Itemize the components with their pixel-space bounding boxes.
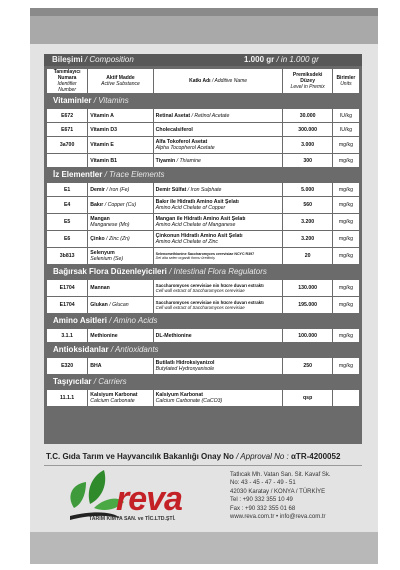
brand-name: reva <box>116 480 182 518</box>
table-row: E672 Vitamin A Retinal Asetat / Retinol Acetate 30.000 IU/kg <box>47 109 359 122</box>
table-row: 3a700 Vitamin E Alfa Tokoferol Asetat Alpha Tocopherol Acetate 3.000 mg/kg <box>47 137 359 153</box>
table-header-row <box>47 69 359 93</box>
table-row: E6 Çinko / Zinc (Zn) Çinkonun Hidratlı Amino Asit Şelatı Amino Acid Chelate of Zinc 3.200 mg/kg <box>47 231 359 247</box>
section-flora: Bağırsak Flora Düzenleyicileri / Intestinal Flora Regulators <box>47 265 359 279</box>
col-additive-header: Katkı Adı / Additive Name <box>154 69 283 93</box>
box-bottom-edge <box>30 532 378 564</box>
composition-header <box>44 54 362 66</box>
table-row: E671 Vitamin D3 Cholecalsiferol 300.000 IU/kg <box>47 123 359 136</box>
section-vitamins: Vitaminler / Vitamins <box>47 94 359 108</box>
section-antioxidants: Antioksidanlar / Antioxidants <box>47 343 359 357</box>
section-amino-acids: Amino Asitleri / Amino Acids <box>47 314 359 328</box>
col-id-header: Tanımlayıcı Numara Identifier Number <box>47 69 87 93</box>
table-row: 3b813 Selenyum Selenium (Se) Selenomethionine Saccharomyces cerevisiae NCYC R397 Del alta selen organik formu üretilmiş 20 mg/kg <box>47 248 359 264</box>
col-active-header: Aktif Madde Active Substance <box>88 69 152 93</box>
amount-en: / in 1.000 gr <box>276 55 319 64</box>
company-tagline: TARIM KİMYA SAN. ve TİC.LTD.ŞTİ. <box>89 516 176 522</box>
table-row: E5 Mangan Manganese (Mn) Mangan ile Hidratlı Amino Asit Şelatı Amino Acid Chelate of Manganese 3.200 mg/kg <box>47 214 359 230</box>
col-level-header: Premiksdeki Düzey Level in Premix <box>283 69 331 93</box>
table-row: E1 Demir / Iron (Fe) Demir Sülfat / Iron Sulphate 5.000 mg/kg <box>47 183 359 196</box>
table-row: E1704 Mannan Saccharomyces cerevisiae nin hücre duvarı extraktı Cell wall extract of Saccharomyces cerevisiae 130.000 mg/kg <box>47 280 359 296</box>
section-carriers: Taşıyıcılar / Carriers <box>47 375 359 389</box>
divider <box>44 465 362 466</box>
col-unit-header: Birimler Units <box>333 69 359 93</box>
table-row: E1704 Glukan / Glucan Saccharomyces cerevisiae nin hücre duvarı extraktı Cell wall extract of Saccharomyces cerevisiae 195.000 mg/kg <box>47 297 359 313</box>
table-row: E4 Bakır / Copper (Cu) Bakır ile Hidratlı Amino Asit Şelatı Amino Acid Chelate of Copper 560 mg/kg <box>47 197 359 213</box>
table-row: Vitamin B1 Tiyamin / Thiamine 300 mg/kg <box>47 154 359 167</box>
company-address: Tatlıcak Mh. Vatan San. Sit. Kavaf Sk. No: 43 - 45 - 47 - 49 - 51 42030 Karatay / KONYA / TÜRKİYE Tel : +90 332 355 10 49 Fax : +90 332 355 01 68 www.reva.com.tr • info@reva.com.tr <box>230 472 331 521</box>
table-row: 3.1.1 Methionine DL-Methionine 100.000 mg/kg <box>47 329 359 342</box>
amount: 1.000 gr <box>244 55 275 64</box>
composition-table <box>46 68 360 407</box>
box-top-shadow <box>30 8 378 16</box>
table-row: E320 BHA Butilatlı Hidroksiyanizol Butylated Hydroxyanisole 250 mg/kg <box>47 358 359 374</box>
approval-line: T.C. Gıda Tarım ve Hayvancılık Bakanlığı Onay No / Approval No : αTR-4200052 <box>46 452 341 461</box>
table-row: 11.1.1 Kalsiyum Karbonat Calcium Carbonate Kalsiyum Karbonat Calcium Carbonate (CaCO3) qsp <box>47 390 359 406</box>
section-trace-elements: İz Elementler / Trace Elements <box>47 168 359 182</box>
composition-title: Bileşimi <box>52 55 83 64</box>
composition-title-en: / Composition <box>84 55 134 64</box>
